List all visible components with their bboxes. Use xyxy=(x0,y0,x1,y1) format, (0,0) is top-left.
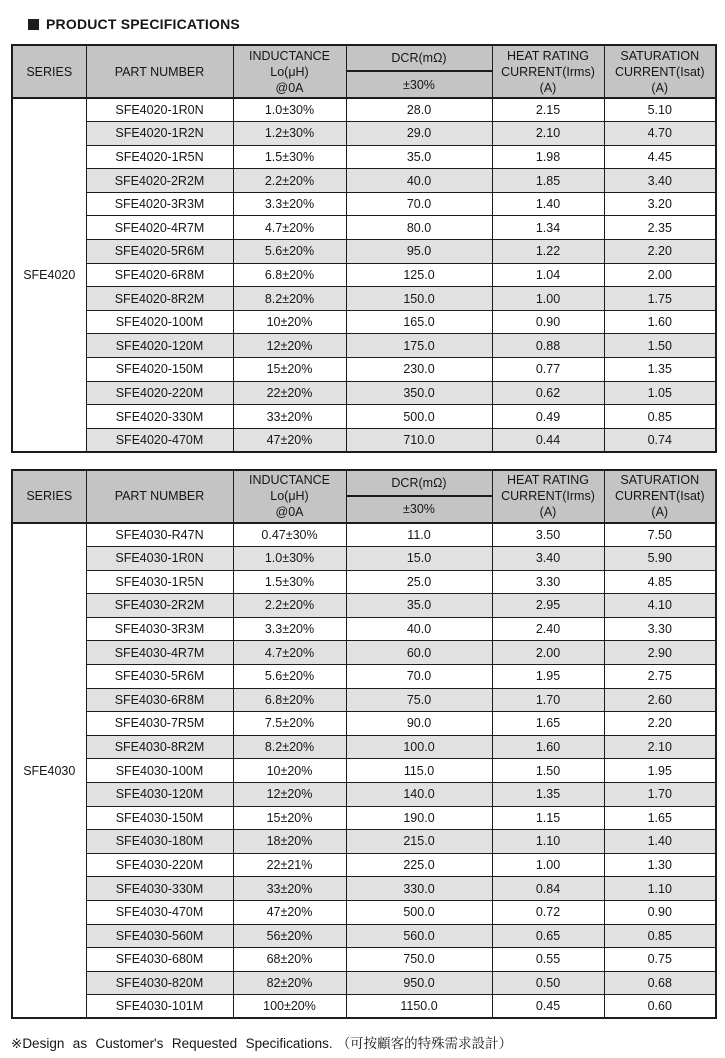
header-heat-rating-current xyxy=(492,470,604,523)
inductance-cell: 1.5±30% xyxy=(233,570,346,594)
header-inductance xyxy=(233,470,346,523)
dcr-cell: 140.0 xyxy=(346,782,492,806)
footnote-text-zh: （可按顧客的特殊需求設計） xyxy=(336,1036,513,1052)
part-number-cell: SFE4030-R47N xyxy=(86,523,233,547)
header-sat-line3: (A) xyxy=(651,80,669,95)
dcr-cell: 125.0 xyxy=(346,263,492,287)
saturation-current-cell: 1.70 xyxy=(604,782,716,806)
header-inductance-line1: INDUCTANCE xyxy=(248,473,331,488)
part-number-cell: SFE4030-220M xyxy=(86,853,233,877)
dcr-cell: 190.0 xyxy=(346,806,492,830)
heat-rating-current-cell: 2.40 xyxy=(492,617,604,641)
inductance-cell: 3.3±20% xyxy=(233,192,346,216)
spec-row xyxy=(12,853,716,877)
header-saturation-current xyxy=(604,45,716,98)
dcr-cell: 500.0 xyxy=(346,405,492,429)
series-label: SFE4020 xyxy=(12,98,86,452)
heat-rating-current-cell: 0.44 xyxy=(492,428,604,452)
part-number-cell: SFE4020-1R5N xyxy=(86,145,233,169)
part-number-cell: SFE4030-680M xyxy=(86,948,233,972)
part-number-cell: SFE4030-820M xyxy=(86,971,233,995)
saturation-current-cell: 0.85 xyxy=(604,924,716,948)
header-series: SERIES xyxy=(12,470,86,523)
title-square-bullet-icon xyxy=(28,19,39,30)
table-header xyxy=(12,470,716,523)
dcr-cell: 150.0 xyxy=(346,287,492,311)
header-dcr: DCR(mΩ) xyxy=(346,470,492,496)
dcr-cell: 35.0 xyxy=(346,145,492,169)
spec-row xyxy=(12,145,716,169)
inductance-cell: 1.5±30% xyxy=(233,145,346,169)
heat-rating-current-cell: 2.95 xyxy=(492,594,604,618)
inductance-cell: 1.0±30% xyxy=(233,98,346,122)
dcr-cell: 100.0 xyxy=(346,735,492,759)
saturation-current-cell: 0.85 xyxy=(604,405,716,429)
part-number-cell: SFE4020-8R2M xyxy=(86,287,233,311)
saturation-current-cell: 4.45 xyxy=(604,145,716,169)
dcr-cell: 11.0 xyxy=(346,523,492,547)
inductance-cell: 82±20% xyxy=(233,971,346,995)
series-label: SFE4030 xyxy=(12,523,86,1018)
header-inductance-line3: @0A xyxy=(275,80,304,95)
heat-rating-current-cell: 3.40 xyxy=(492,547,604,571)
footnote-text-en: Design as Customer's Requested Specifications. xyxy=(22,1036,333,1052)
header-inductance-line1: INDUCTANCE xyxy=(248,48,331,63)
heat-rating-current-cell: 1.70 xyxy=(492,688,604,712)
inductance-cell: 15±20% xyxy=(233,806,346,830)
part-number-cell: SFE4030-101M xyxy=(86,995,233,1019)
inductance-cell: 10±20% xyxy=(233,310,346,334)
inductance-cell: 33±20% xyxy=(233,405,346,429)
header-sat-line2: CURRENT(Isat) xyxy=(614,489,705,504)
saturation-current-cell: 2.75 xyxy=(604,664,716,688)
dcr-cell: 75.0 xyxy=(346,688,492,712)
spec-row xyxy=(12,995,716,1019)
heat-rating-current-cell: 3.30 xyxy=(492,570,604,594)
part-number-cell: SFE4020-4R7M xyxy=(86,216,233,240)
saturation-current-cell: 0.60 xyxy=(604,995,716,1019)
dcr-cell: 80.0 xyxy=(346,216,492,240)
header-heat-line2: CURRENT(Irms) xyxy=(501,64,595,79)
header-dcr-tolerance: ±30% xyxy=(346,71,492,98)
header-part-number: PART NUMBER xyxy=(86,45,233,98)
part-number-cell: SFE4030-330M xyxy=(86,877,233,901)
inductance-cell: 12±20% xyxy=(233,782,346,806)
part-number-cell: SFE4030-150M xyxy=(86,806,233,830)
part-number-cell: SFE4030-120M xyxy=(86,782,233,806)
part-number-cell: SFE4030-180M xyxy=(86,830,233,854)
saturation-current-cell: 7.50 xyxy=(604,523,716,547)
inductance-cell: 8.2±20% xyxy=(233,735,346,759)
header-heat-rating-current xyxy=(492,45,604,98)
inductance-cell: 15±20% xyxy=(233,358,346,382)
heat-rating-current-cell: 0.72 xyxy=(492,900,604,924)
dcr-cell: 25.0 xyxy=(346,570,492,594)
dcr-cell: 225.0 xyxy=(346,853,492,877)
saturation-current-cell: 2.60 xyxy=(604,688,716,712)
dcr-cell: 1150.0 xyxy=(346,995,492,1019)
spec-row xyxy=(12,240,716,264)
saturation-current-cell: 0.75 xyxy=(604,948,716,972)
saturation-current-cell: 3.20 xyxy=(604,192,716,216)
inductance-cell: 47±20% xyxy=(233,428,346,452)
saturation-current-cell: 3.40 xyxy=(604,169,716,193)
heat-rating-current-cell: 0.55 xyxy=(492,948,604,972)
saturation-current-cell: 4.10 xyxy=(604,594,716,618)
header-inductance xyxy=(233,45,346,98)
header-part-number: PART NUMBER xyxy=(86,470,233,523)
header-heat-line1: HEAT RATING xyxy=(507,48,589,63)
heat-rating-current-cell: 1.50 xyxy=(492,759,604,783)
part-number-cell: SFE4020-150M xyxy=(86,358,233,382)
heat-rating-current-cell: 0.50 xyxy=(492,971,604,995)
spec-row xyxy=(12,688,716,712)
dcr-cell: 70.0 xyxy=(346,192,492,216)
saturation-current-cell: 2.90 xyxy=(604,641,716,665)
part-number-cell: SFE4030-560M xyxy=(86,924,233,948)
spec-row xyxy=(12,759,716,783)
saturation-current-cell: 2.00 xyxy=(604,263,716,287)
part-number-cell: SFE4030-2R2M xyxy=(86,594,233,618)
spec-row xyxy=(12,806,716,830)
heat-rating-current-cell: 1.34 xyxy=(492,216,604,240)
dcr-cell: 165.0 xyxy=(346,310,492,334)
saturation-current-cell: 5.90 xyxy=(604,547,716,571)
header-sat-line2: CURRENT(Isat) xyxy=(614,64,705,79)
dcr-cell: 175.0 xyxy=(346,334,492,358)
dcr-cell: 115.0 xyxy=(346,759,492,783)
heat-rating-current-cell: 1.00 xyxy=(492,287,604,311)
part-number-cell: SFE4030-8R2M xyxy=(86,735,233,759)
inductance-cell: 3.3±20% xyxy=(233,617,346,641)
spec-row xyxy=(12,405,716,429)
heat-rating-current-cell: 0.45 xyxy=(492,995,604,1019)
part-number-cell: SFE4020-1R2N xyxy=(86,122,233,146)
dcr-cell: 29.0 xyxy=(346,122,492,146)
heat-rating-current-cell: 0.84 xyxy=(492,877,604,901)
saturation-current-cell: 1.05 xyxy=(604,381,716,405)
saturation-current-cell: 1.10 xyxy=(604,877,716,901)
dcr-cell: 560.0 xyxy=(346,924,492,948)
header-series: SERIES xyxy=(12,45,86,98)
dcr-cell: 70.0 xyxy=(346,664,492,688)
heat-rating-current-cell: 2.10 xyxy=(492,122,604,146)
heat-rating-current-cell: 1.65 xyxy=(492,712,604,736)
saturation-current-cell: 1.95 xyxy=(604,759,716,783)
spec-table-sfe4030 xyxy=(11,469,717,1019)
saturation-current-cell: 0.74 xyxy=(604,428,716,452)
part-number-cell: SFE4020-3R3M xyxy=(86,192,233,216)
saturation-current-cell: 1.30 xyxy=(604,853,716,877)
heat-rating-current-cell: 0.49 xyxy=(492,405,604,429)
inductance-cell: 68±20% xyxy=(233,948,346,972)
saturation-current-cell: 5.10 xyxy=(604,98,716,122)
table-body-sfe4030 xyxy=(12,523,716,1018)
spec-row xyxy=(12,641,716,665)
heat-rating-current-cell: 1.40 xyxy=(492,192,604,216)
header-inductance-line2: Lo(μH) xyxy=(270,489,309,504)
page-title-text: PRODUCT SPECIFICATIONS xyxy=(46,16,240,32)
spec-row xyxy=(12,900,716,924)
inductance-cell: 1.2±30% xyxy=(233,122,346,146)
spec-row xyxy=(12,122,716,146)
inductance-cell: 2.2±20% xyxy=(233,169,346,193)
header-inductance-line2: Lo(μH) xyxy=(270,64,309,79)
part-number-cell: SFE4020-1R0N xyxy=(86,98,233,122)
spec-table-sfe4020 xyxy=(11,44,717,453)
dcr-cell: 35.0 xyxy=(346,594,492,618)
dcr-cell: 60.0 xyxy=(346,641,492,665)
spec-row xyxy=(12,192,716,216)
header-heat-line2: CURRENT(Irms) xyxy=(501,489,595,504)
inductance-cell: 5.6±20% xyxy=(233,240,346,264)
inductance-cell: 1.0±30% xyxy=(233,547,346,571)
saturation-current-cell: 1.75 xyxy=(604,287,716,311)
heat-rating-current-cell: 0.88 xyxy=(492,334,604,358)
part-number-cell: SFE4020-100M xyxy=(86,310,233,334)
inductance-cell: 22±21% xyxy=(233,853,346,877)
part-number-cell: SFE4030-470M xyxy=(86,900,233,924)
saturation-current-cell: 1.35 xyxy=(604,358,716,382)
header-heat-line1: HEAT RATING xyxy=(507,473,589,488)
inductance-cell: 4.7±20% xyxy=(233,216,346,240)
part-number-cell: SFE4020-330M xyxy=(86,405,233,429)
spec-row xyxy=(12,877,716,901)
heat-rating-current-cell: 1.35 xyxy=(492,782,604,806)
spec-row xyxy=(12,971,716,995)
spec-row xyxy=(12,570,716,594)
dcr-cell: 90.0 xyxy=(346,712,492,736)
spec-row xyxy=(12,169,716,193)
spec-row xyxy=(12,594,716,618)
spec-row xyxy=(12,334,716,358)
part-number-cell: SFE4030-6R8M xyxy=(86,688,233,712)
saturation-current-cell: 2.35 xyxy=(604,216,716,240)
heat-rating-current-cell: 1.60 xyxy=(492,735,604,759)
dcr-cell: 95.0 xyxy=(346,240,492,264)
heat-rating-current-cell: 1.98 xyxy=(492,145,604,169)
part-number-cell: SFE4030-1R0N xyxy=(86,547,233,571)
dcr-cell: 500.0 xyxy=(346,900,492,924)
heat-rating-current-cell: 0.77 xyxy=(492,358,604,382)
spec-row xyxy=(12,735,716,759)
heat-rating-current-cell: 0.62 xyxy=(492,381,604,405)
header-dcr: DCR(mΩ) xyxy=(346,45,492,71)
inductance-cell: 12±20% xyxy=(233,334,346,358)
dcr-cell: 15.0 xyxy=(346,547,492,571)
spec-row xyxy=(12,263,716,287)
inductance-cell: 4.7±20% xyxy=(233,641,346,665)
spec-row xyxy=(12,712,716,736)
header-saturation-current xyxy=(604,470,716,523)
inductance-cell: 10±20% xyxy=(233,759,346,783)
spec-row xyxy=(12,617,716,641)
part-number-cell: SFE4020-470M xyxy=(86,428,233,452)
part-number-cell: SFE4020-120M xyxy=(86,334,233,358)
saturation-current-cell: 1.50 xyxy=(604,334,716,358)
header-sat-line3: (A) xyxy=(651,505,669,520)
dcr-cell: 40.0 xyxy=(346,617,492,641)
header-sat-line1: SATURATION xyxy=(620,473,700,488)
inductance-cell: 47±20% xyxy=(233,900,346,924)
header-sat-line1: SATURATION xyxy=(620,48,700,63)
part-number-cell: SFE4030-1R5N xyxy=(86,570,233,594)
spec-row xyxy=(12,782,716,806)
saturation-current-cell: 0.68 xyxy=(604,971,716,995)
footnote xyxy=(11,1032,715,1052)
spec-row xyxy=(12,547,716,571)
heat-rating-current-cell: 0.65 xyxy=(492,924,604,948)
inductance-cell: 5.6±20% xyxy=(233,664,346,688)
saturation-current-cell: 2.20 xyxy=(604,712,716,736)
part-number-cell: SFE4030-5R6M xyxy=(86,664,233,688)
spec-row xyxy=(12,830,716,854)
dcr-cell: 40.0 xyxy=(346,169,492,193)
heat-rating-current-cell: 1.10 xyxy=(492,830,604,854)
spec-row xyxy=(12,948,716,972)
saturation-current-cell: 4.85 xyxy=(604,570,716,594)
spec-row xyxy=(12,287,716,311)
spec-row xyxy=(12,523,716,547)
dcr-cell: 750.0 xyxy=(346,948,492,972)
spec-row xyxy=(12,664,716,688)
page-title xyxy=(28,16,715,32)
dcr-cell: 28.0 xyxy=(346,98,492,122)
spec-row xyxy=(12,216,716,240)
spec-row xyxy=(12,428,716,452)
heat-rating-current-cell: 0.90 xyxy=(492,310,604,334)
dcr-cell: 230.0 xyxy=(346,358,492,382)
heat-rating-current-cell: 1.85 xyxy=(492,169,604,193)
spec-row xyxy=(12,310,716,334)
saturation-current-cell: 3.30 xyxy=(604,617,716,641)
heat-rating-current-cell: 1.95 xyxy=(492,664,604,688)
saturation-current-cell: 1.40 xyxy=(604,830,716,854)
spec-row xyxy=(12,358,716,382)
part-number-cell: SFE4030-4R7M xyxy=(86,641,233,665)
header-dcr-tolerance: ±30% xyxy=(346,496,492,523)
table-header xyxy=(12,45,716,98)
spec-row xyxy=(12,98,716,122)
saturation-current-cell: 1.60 xyxy=(604,310,716,334)
inductance-cell: 22±20% xyxy=(233,381,346,405)
part-number-cell: SFE4020-5R6M xyxy=(86,240,233,264)
saturation-current-cell: 0.90 xyxy=(604,900,716,924)
inductance-cell: 100±20% xyxy=(233,995,346,1019)
heat-rating-current-cell: 1.15 xyxy=(492,806,604,830)
dcr-cell: 950.0 xyxy=(346,971,492,995)
dcr-cell: 330.0 xyxy=(346,877,492,901)
spec-row xyxy=(12,381,716,405)
heat-rating-current-cell: 1.22 xyxy=(492,240,604,264)
saturation-current-cell: 4.70 xyxy=(604,122,716,146)
inductance-cell: 7.5±20% xyxy=(233,712,346,736)
dcr-cell: 350.0 xyxy=(346,381,492,405)
part-number-cell: SFE4030-100M xyxy=(86,759,233,783)
header-heat-line3: (A) xyxy=(539,80,557,95)
heat-rating-current-cell: 2.15 xyxy=(492,98,604,122)
part-number-cell: SFE4020-2R2M xyxy=(86,169,233,193)
part-number-cell: SFE4020-220M xyxy=(86,381,233,405)
heat-rating-current-cell: 1.00 xyxy=(492,853,604,877)
header-inductance-line3: @0A xyxy=(275,505,304,520)
inductance-cell: 0.47±30% xyxy=(233,523,346,547)
heat-rating-current-cell: 1.04 xyxy=(492,263,604,287)
footnote-reference-mark: ※ xyxy=(11,1036,23,1052)
heat-rating-current-cell: 3.50 xyxy=(492,523,604,547)
header-heat-line3: (A) xyxy=(539,505,557,520)
inductance-cell: 6.8±20% xyxy=(233,688,346,712)
inductance-cell: 56±20% xyxy=(233,924,346,948)
saturation-current-cell: 2.20 xyxy=(604,240,716,264)
inductance-cell: 33±20% xyxy=(233,877,346,901)
inductance-cell: 8.2±20% xyxy=(233,287,346,311)
spec-row xyxy=(12,924,716,948)
inductance-cell: 2.2±20% xyxy=(233,594,346,618)
heat-rating-current-cell: 2.00 xyxy=(492,641,604,665)
part-number-cell: SFE4030-7R5M xyxy=(86,712,233,736)
part-number-cell: SFE4020-6R8M xyxy=(86,263,233,287)
part-number-cell: SFE4030-3R3M xyxy=(86,617,233,641)
table-body-sfe4020 xyxy=(12,98,716,452)
dcr-cell: 215.0 xyxy=(346,830,492,854)
dcr-cell: 710.0 xyxy=(346,428,492,452)
inductance-cell: 6.8±20% xyxy=(233,263,346,287)
saturation-current-cell: 2.10 xyxy=(604,735,716,759)
saturation-current-cell: 1.65 xyxy=(604,806,716,830)
inductance-cell: 18±20% xyxy=(233,830,346,854)
